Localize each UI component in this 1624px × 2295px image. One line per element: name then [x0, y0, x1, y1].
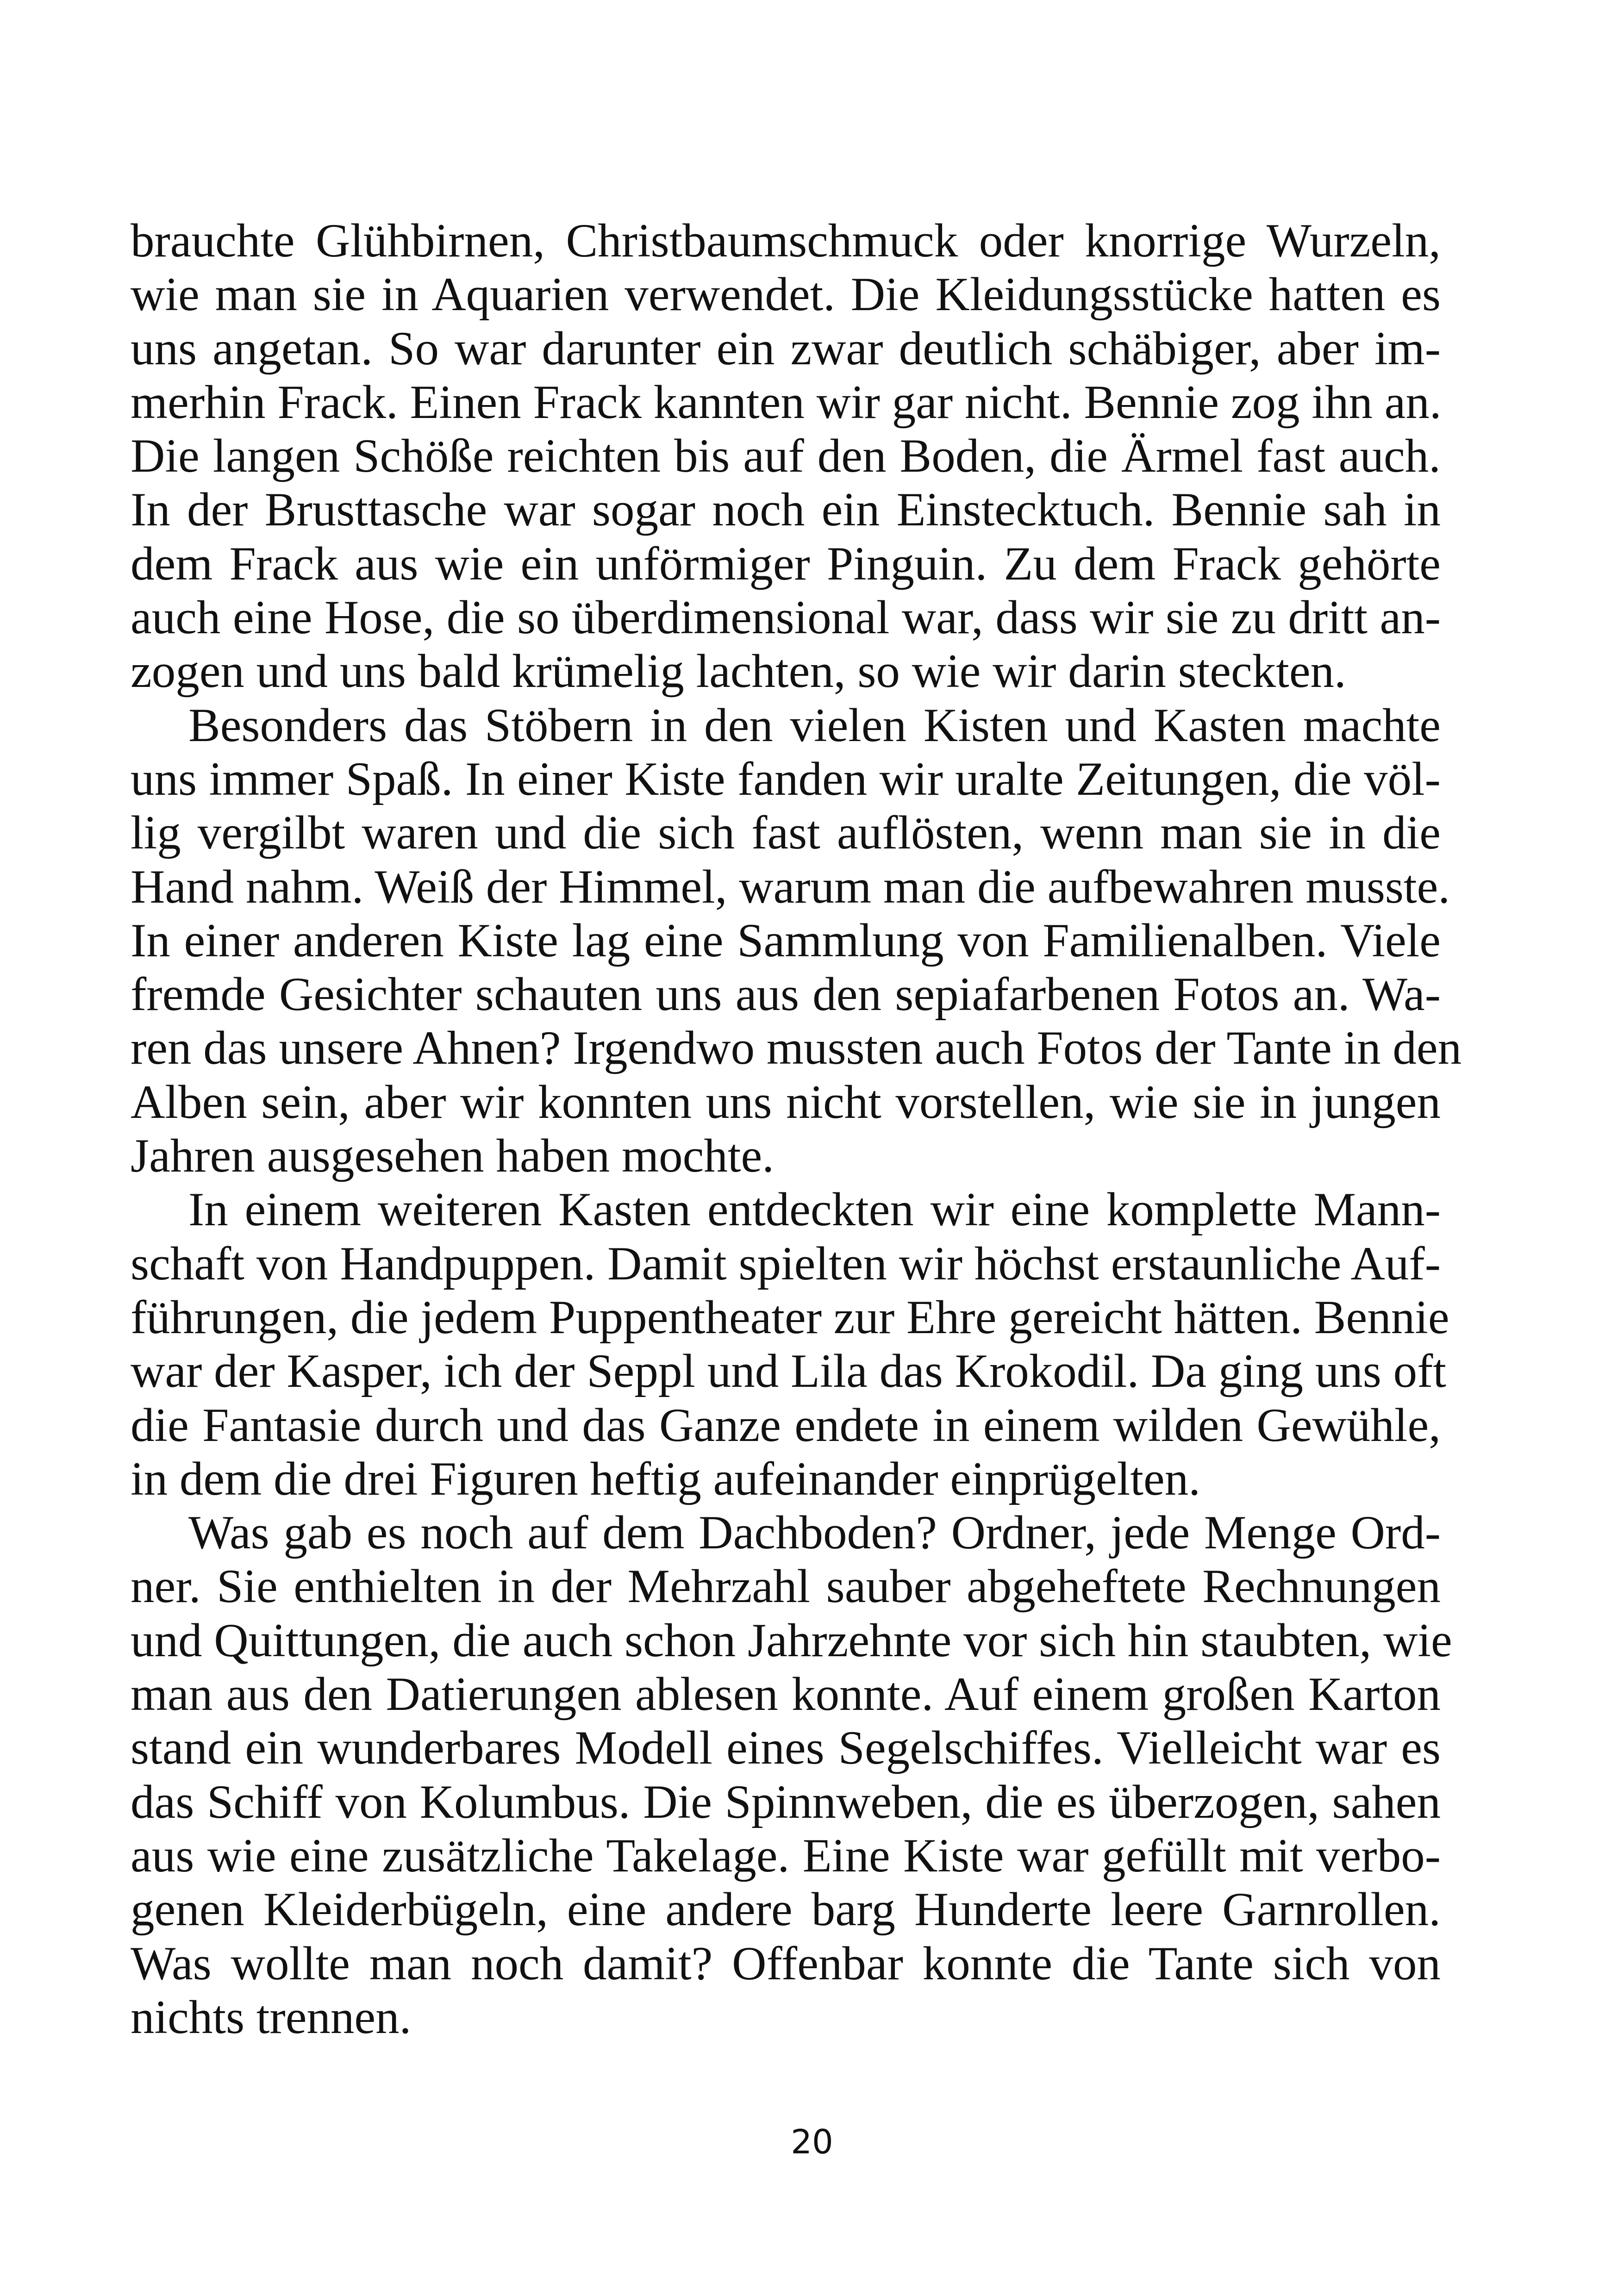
- text-line: das Schiff von Kolumbus. Die Spinnweben, die es überzogen, sahen: [131, 1775, 1441, 1828]
- text-line: Jahren ausgesehen haben mochte.: [131, 1129, 774, 1183]
- text-line: fremde Gesichter schauten uns aus den sepiafarbenen Fotos an. Wa-: [131, 968, 1441, 1021]
- text-line: Was wollte man noch damit? Offenbar konnte die Tante sich von: [131, 1937, 1441, 1990]
- text-line: man aus den Datierungen ablesen konnte. Auf einem großen Karton: [131, 1668, 1441, 1721]
- text-line: führungen, die jedem Puppentheater zur Ehre gereicht hätten. Bennie: [131, 1291, 1449, 1344]
- text-line: uns angetan. So war darunter ein zwar deutlich schäbiger, aber im-: [131, 322, 1441, 375]
- paragraph-first-line: In einem weiteren Kasten entdeckten wir eine komplette Mann-: [188, 1183, 1441, 1236]
- text-line: die Fantasie durch und das Ganze endete in einem wilden Gewühle,: [131, 1398, 1441, 1452]
- text-line: brauchte Glühbirnen, Christbaumschmuck oder knorrige Wurzeln,: [131, 214, 1441, 267]
- text-line: genen Kleiderbügeln, eine andere barg Hunderte leere Garnrollen.: [131, 1883, 1441, 1936]
- text-line: aus wie eine zusätzliche Takelage. Eine Kiste war gefüllt mit verbo-: [131, 1829, 1441, 1882]
- body-text: [131, 214, 1462, 2044]
- text-line: In einer anderen Kiste lag eine Sammlung von Familienalben. Viele: [131, 914, 1441, 967]
- text-line: In der Brusttasche war sogar noch ein Einstecktuch. Bennie sah in: [131, 483, 1441, 536]
- text-line: auch eine Hose, die so überdimensional war, dass wir sie zu dritt an-: [131, 591, 1441, 644]
- text-line: ner. Sie enthielten in der Mehrzahl sauber abgeheftete Rechnungen: [131, 1560, 1441, 1613]
- text-line: Die langen Schöße reichten bis auf den Boden, die Ärmel fast auch.: [131, 430, 1441, 483]
- text-line: schaft von Handpuppen. Damit spielten wir höchst erstaunliche Auf-: [131, 1237, 1441, 1290]
- text-line: und Quittungen, die auch schon Jahrzehnte vor sich hin staubten, wie: [131, 1614, 1452, 1667]
- text-line: wie man sie in Aquarien verwendet. Die Kleidungsstücke hatten es: [131, 268, 1441, 321]
- paragraph-first-line: Was gab es noch auf dem Dachboden? Ordner, jede Menge Ord-: [188, 1506, 1441, 1559]
- text-line: nichts trennen.: [131, 1990, 412, 2044]
- text-line: Hand nahm. Weiß der Himmel, warum man die aufbewahren musste.: [131, 860, 1450, 913]
- text-line: uns immer Spaß. In einer Kiste fanden wir uralte Zeitungen, die völ-: [131, 752, 1441, 805]
- text-line: lig vergilbt waren und die sich fast auflösten, wenn man sie in die: [131, 806, 1441, 860]
- text-line: merhin Frack. Einen Frack kannten wir gar nicht. Bennie zog ihn an.: [131, 375, 1442, 429]
- page-number: 20: [791, 2122, 833, 2161]
- text-line: in dem die drei Figuren heftig aufeinander einprügelten.: [131, 1452, 1200, 1505]
- text-line: stand ein wunderbares Modell eines Segelschiffes. Vielleicht war es: [131, 1721, 1441, 1775]
- text-line: ren das unsere Ahnen? Irgendwo mussten auch Fotos der Tante in den: [131, 1022, 1462, 1075]
- paragraph-first-line: Besonders das Stöbern in den vielen Kisten und Kasten machte: [188, 698, 1441, 752]
- text-line: zogen und uns bald krümelig lachten, so wie wir darin steckten.: [131, 645, 1346, 698]
- text-line: war der Kasper, ich der Seppl und Lila das Krokodil. Da ging uns oft: [131, 1345, 1447, 1398]
- text-line: Alben sein, aber wir konnten uns nicht vorstellen, wie sie in jungen: [131, 1075, 1441, 1129]
- text-line: dem Frack aus wie ein unförmiger Pinguin. Zu dem Frack gehörte: [131, 537, 1441, 590]
